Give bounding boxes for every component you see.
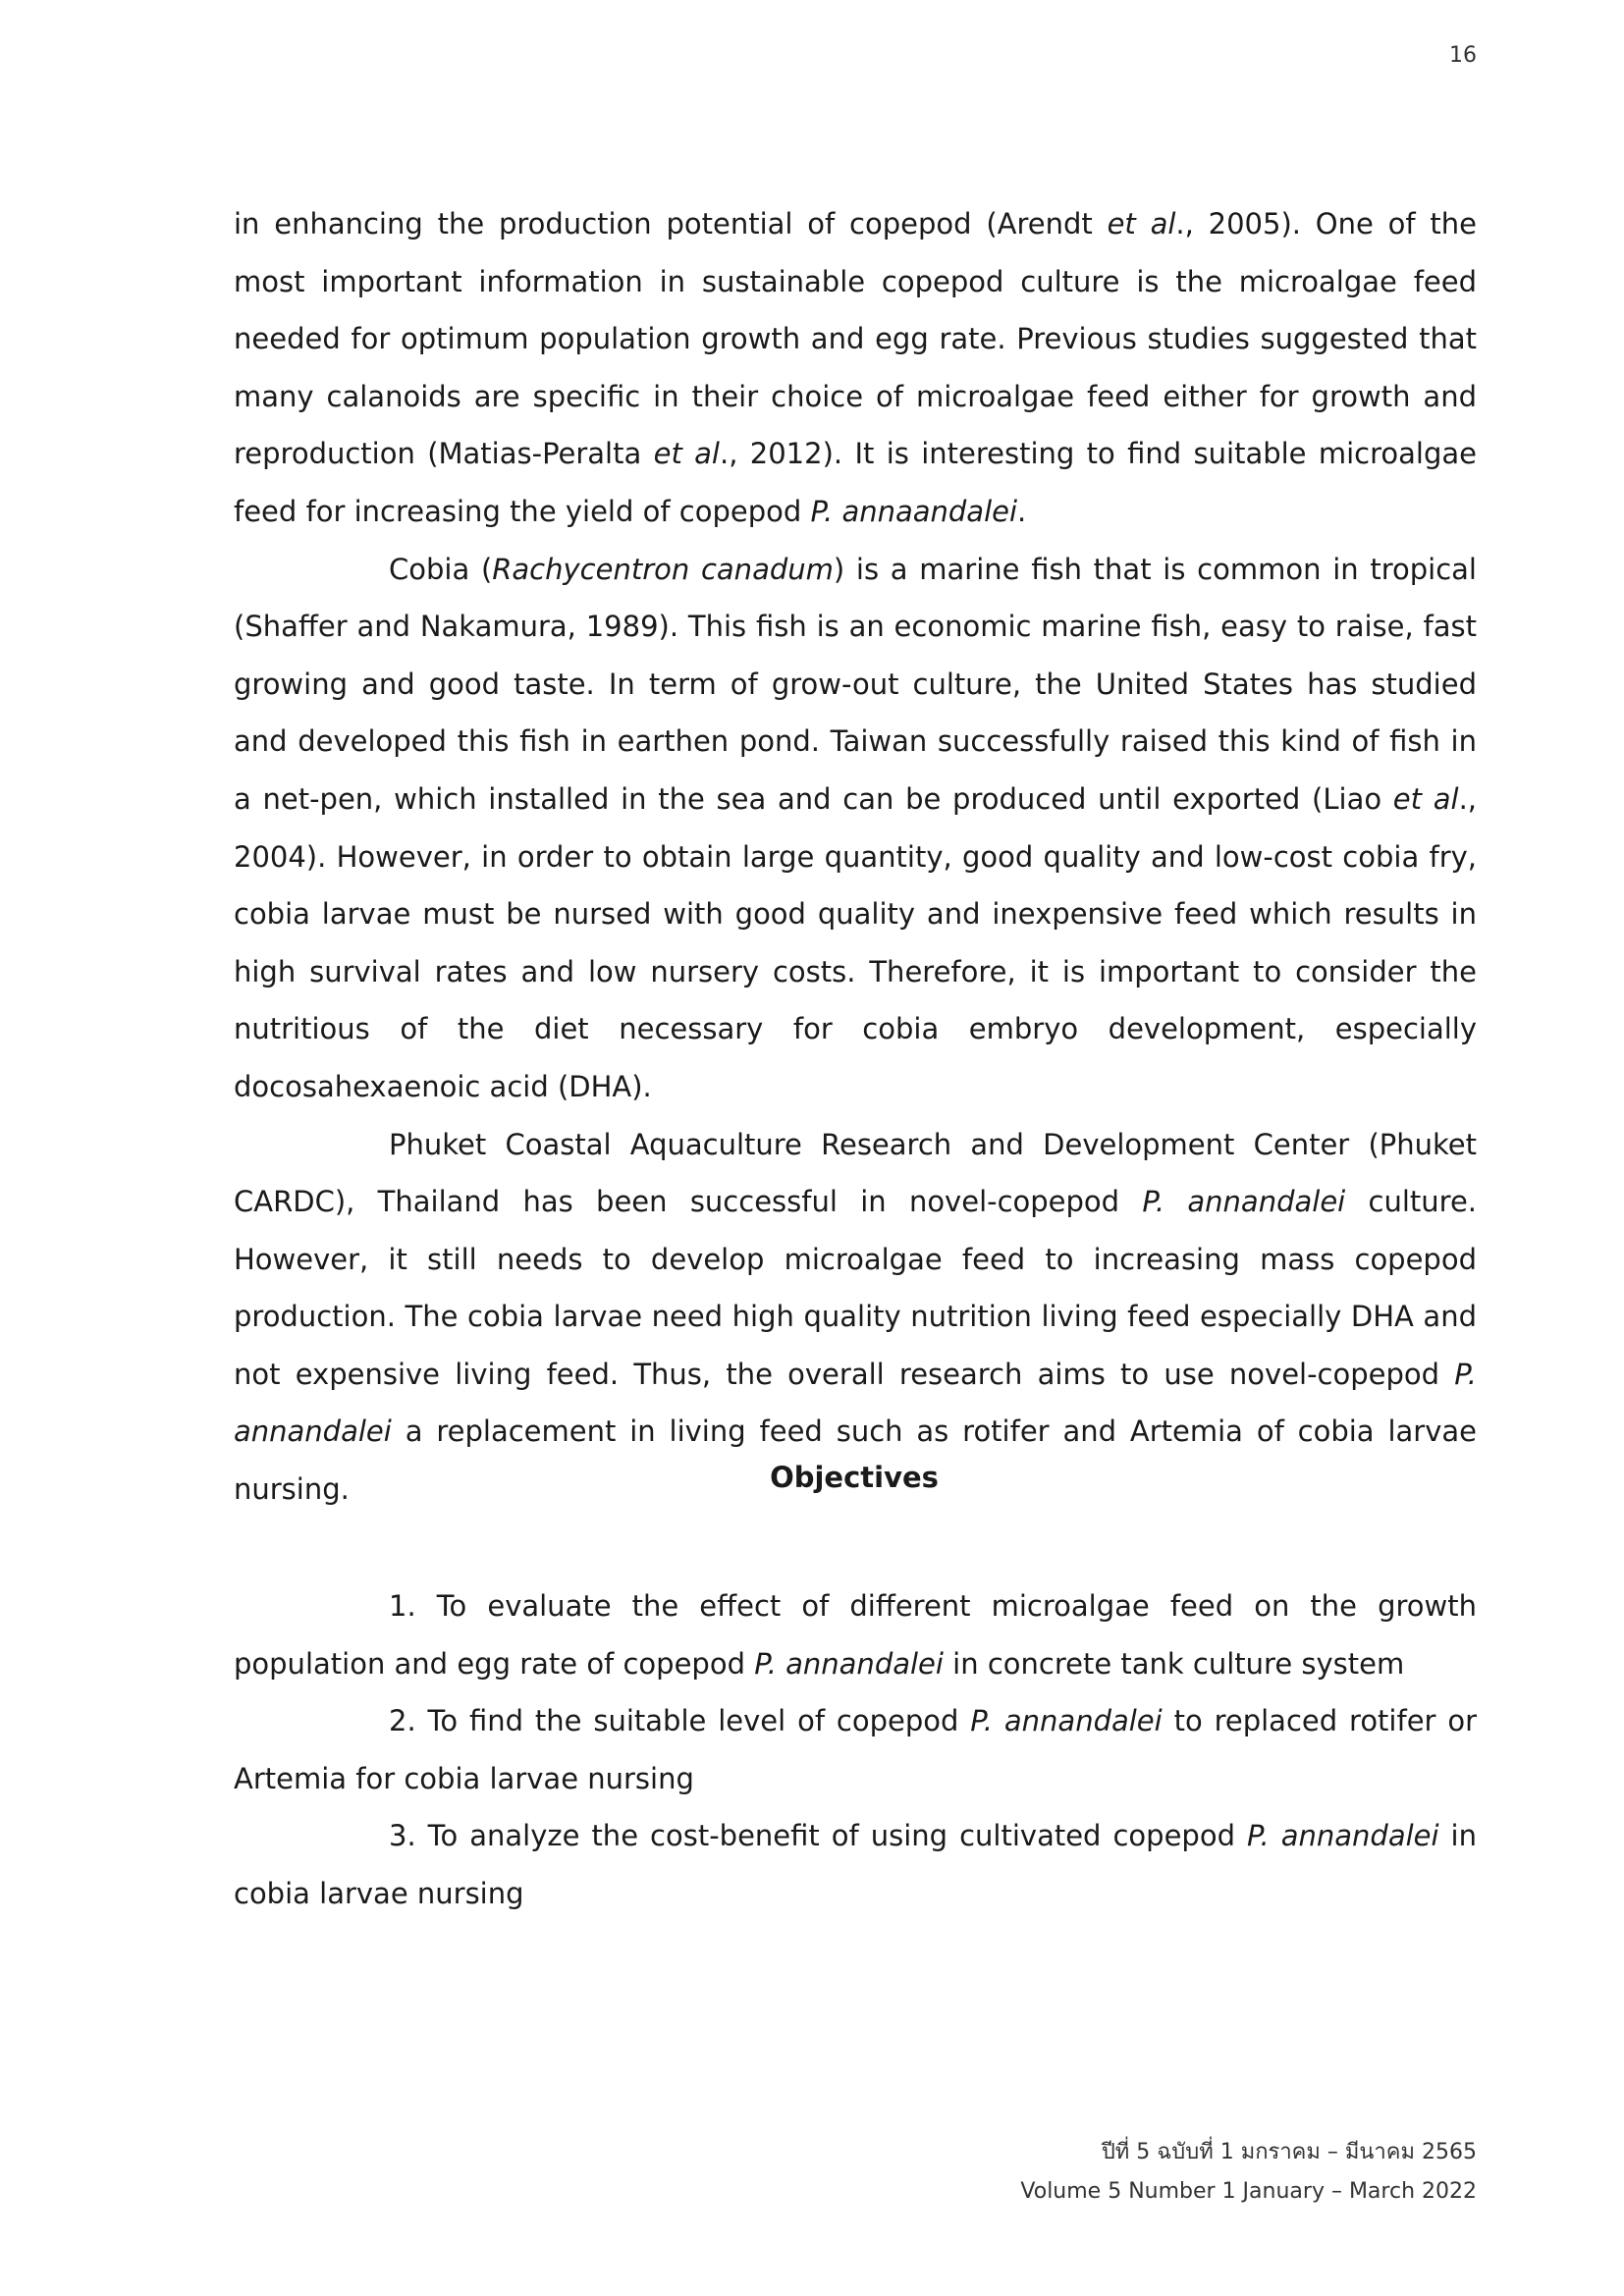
objective-item: 1. To evaluate the effect of different microalgae feed on the growth population and egg rate of copepod P. annandalei in concrete tank culture system xyxy=(234,1589,1477,1681)
introduction-text xyxy=(234,195,1477,1519)
objective-item: 3. To analyze the cost-benefit of using cultivated copepod P. annandalei in cobia larvae nursing xyxy=(234,1819,1477,1910)
paragraph-phuket-cardc: Phuket Coastal Aquaculture Research and Development Center (Phuket CARDC), Thailand has been successful in novel-copepod P. annandalei culture. However, it still needs to develop microalgae feed to increasing mass copepod production. The cobia larvae need high quality nutrition living feed especially DHA and not expensive living feed. Thus, the overall research aims to use novel-copepod P. annandalei a replacement in living feed such as rotifer and Artemia of cobia larvae nursing. xyxy=(234,1127,1478,1507)
footer-issue-english: Volume 5 Number 1 January – March 2022 xyxy=(1020,2179,1477,2204)
objectives-heading: Objectives xyxy=(770,1461,939,1494)
footer-issue-thai: ปีที่ 5 ฉบับที่ 1 มกราคม – มีนาคม 2565 xyxy=(1101,2140,1477,2164)
paragraph-cobia: Cobia (Rachycentron canadum) is a marine fish that is common in tropical (Shaffer and Nakamura, 1989). This fish is an economic marine fish, easy to raise, fast growing and good taste. In term of grow-out culture, the United States has studied and developed this fish in earthen pond. Taiwan successfully raised this kind of fish in a net-pen, which installed in the sea and can be produced until exported (Liao et al., 2004). However, in order to obtain large quantity, good quality and low-cost cobia fry, cobia larvae must be nursed with good quality and inexpensive feed which results in high survival rates and low nursery costs. Therefore, it is important to consider the nutritious of the diet necessary for cobia embryo development, especially docosahexaenoic acid (DHA). xyxy=(234,552,1477,1103)
objectives-list xyxy=(234,1577,1477,1923)
page-number: 16 xyxy=(1449,43,1477,68)
objective-item: 2. To find the suitable level of copepod P. annandalei to replaced rotifer or Artemia for cobia larvae nursing xyxy=(234,1704,1478,1795)
paragraph-copepod-feed: in enhancing the production potential of copepod (Arendt et al., 2005). One of the most important information in sustainable copepod culture is the microalgae feed needed for optimum population growth and egg rate. Previous studies suggested that many calanoids are specific in their choice of microalgae feed either for growth and reproduction (Matias-Peralta et al., 2012). It is interesting to find suitable microalgae feed for increasing the yield of copepod P. annaandalei. xyxy=(234,207,1477,528)
